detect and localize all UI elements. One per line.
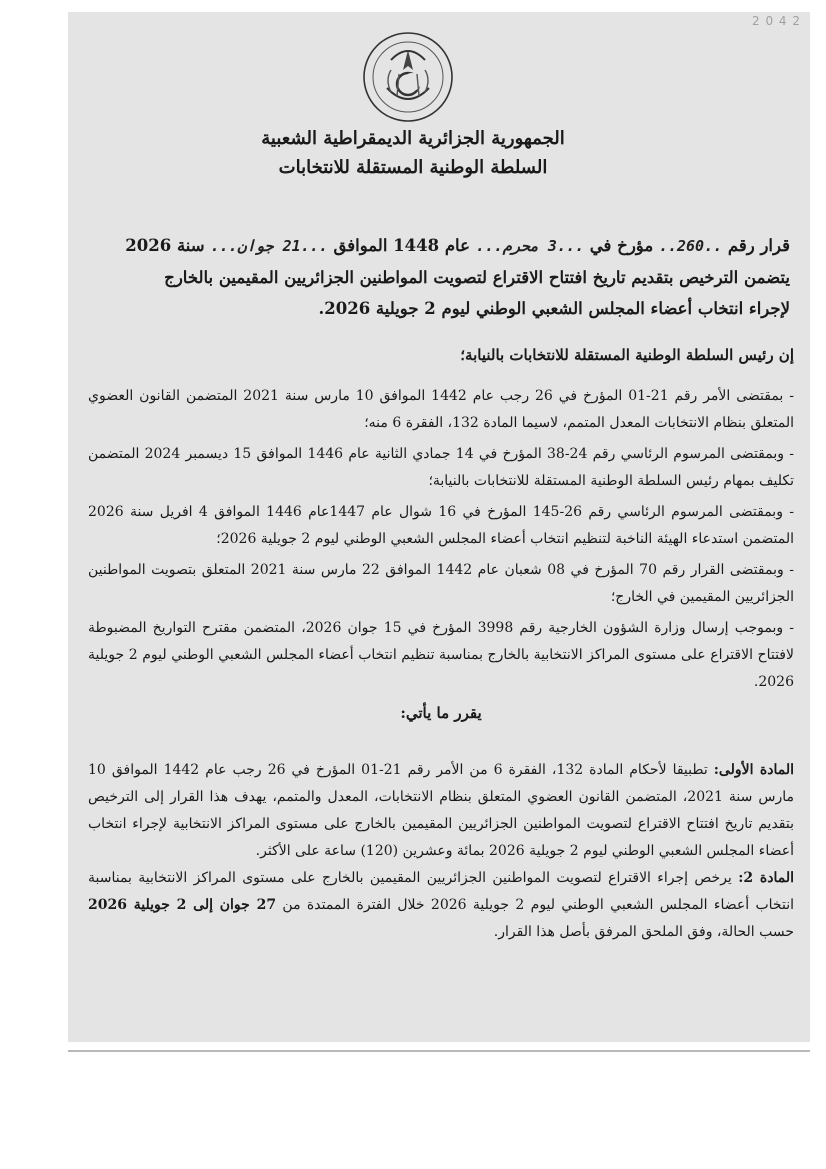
article-1-heading: المادة الأولى: — [713, 762, 794, 778]
decision-year-2026: سنة 2026 — [125, 236, 211, 255]
article-2-period: 27 جوان إلى 2 جويلية 2026 — [88, 897, 277, 913]
visa-item: - وبمقتضى القرار رقم 70 المؤرخ في 08 شعبان عام 1442 الموافق 22 مارس سنة 2021 المتعلق بتصويت المواطنين الجزائريين المقيمين في الخارج؛ — [88, 557, 794, 611]
decision-hijri-date: ...3 محرم... — [475, 237, 585, 255]
visa-item: - وبمقتضى المرسوم الرئاسي رقم 26-145 المؤرخ في 16 شوال عام 1447عام 1446 الموافق 4 افريل سنة 2026 المتضمن استدعاء الهيئة الناخبة لتنظيم انتخاب أعضاء المجلس الشعبي الوطني ليوم 2 جويلية 2026؛ — [88, 499, 794, 553]
article-2-text: يرخص إجراء الاقتراع لتصويت المواطنين الجزائريين المقيمين بالخارج على مستوى المراكز الانتخابية بمناسبة انتخاب أعضاء المجلس الشعبي الوطني ليوم 2 جويلية 2026 خلال الفترة الممتدة من — [88, 870, 794, 913]
article-1-text: تطبيقا لأحكام المادة 132، الفقرة 6 من الأمر رقم 21-01 المؤرخ في 26 رجب عام 1442 الموافق 10 مارس سنة 2021، المتضمن القانون العضوي المتعلق بنظام الانتخابات، المعدل والمتمم، يهدف هذا القرار إلى الترخيص بتقديم تاريخ افتتاح الاقتراع لتصويت المواطنين الجزائريين المقيمين بالخارج على مستوى المراكز الانتخابية لإجراء انتخاب أعضاء المجلس الشعبي الوطني ليوم 2 جويلية 2026 بمائة وعشرين (120) ساعة على الأكثر. — [88, 762, 795, 859]
state-emblem-icon — [361, 30, 455, 124]
decision-prefix: قرار رقم — [722, 236, 790, 255]
president-line: إن رئيس السلطة الوطنية المستقلة للانتخابات بالنيابة؛ — [460, 346, 794, 364]
sheet-edge — [68, 1050, 810, 1052]
decision-year: عام 1448 الموافق — [327, 236, 476, 255]
authority-name: السلطة الوطنية المستقلة للانتخابات — [278, 157, 548, 178]
visa-item: - وبموجب إرسال وزارة الشؤون الخارجية رقم 3998 المؤرخ في 15 جوان 2026، المتضمن مقترح التواريخ المضبوطة لافتتاح الاقتراع على مستوى المراكز الانتخابية بالخارج بمناسبة تنظيم انتخاب أعضاء المجلس الشعبي الوطني ليوم 2 جويلية 2026. — [88, 615, 794, 696]
decision-title — [110, 230, 790, 324]
document-body — [88, 342, 794, 946]
article-2-heading: المادة 2: — [738, 870, 794, 886]
decision-line-3: لإجراء انتخاب أعضاء المجلس الشعبي الوطني ليوم 2 جويلية 2026. — [318, 299, 790, 318]
article-2-text-end: حسب الحالة، وفق الملحق المرفق بأصل هذا القرار. — [493, 924, 794, 940]
republic-name: الجمهورية الجزائرية الديمقراطية الشعبية — [261, 128, 565, 149]
decision-gregorian-date: ...21 جوان... — [210, 237, 328, 255]
decision-line-2: يتضمن الترخيص بتقديم تاريخ افتتاح الاقتراع لتصويت المواطنين الجزائريين المقيمين بالخارج — [164, 268, 790, 287]
visa-item: - بمقتضى الأمر رقم 21-01 المؤرخ في 26 رجب عام 1442 الموافق 10 مارس سنة 2021 المتضمن القانون العضوي المتعلق بنظام الانتخابات المعدل المتمم، لاسيما المادة 132، الفقرة 6 منه؛ — [88, 383, 794, 437]
decides-heading: يقرر ما يأتي: — [400, 704, 482, 722]
article-2 — [88, 865, 794, 946]
article-1 — [88, 757, 794, 865]
corner-marks: 2 0 4 2 — [752, 14, 801, 28]
decision-line-1 — [110, 230, 790, 262]
decision-number: ..260.. — [658, 237, 723, 255]
visa-item: - وبمقتضى المرسوم الرئاسي رقم 24-38 المؤرخ في 14 جمادي الثانية عام 1446 الموافق 15 ديسمبر 2024 المتضمن تكليف بمهام رئيس السلطة الوطنية المستقلة للانتخابات بالنيابة؛ — [88, 441, 794, 495]
decision-dated: مؤرخ في — [584, 236, 659, 255]
